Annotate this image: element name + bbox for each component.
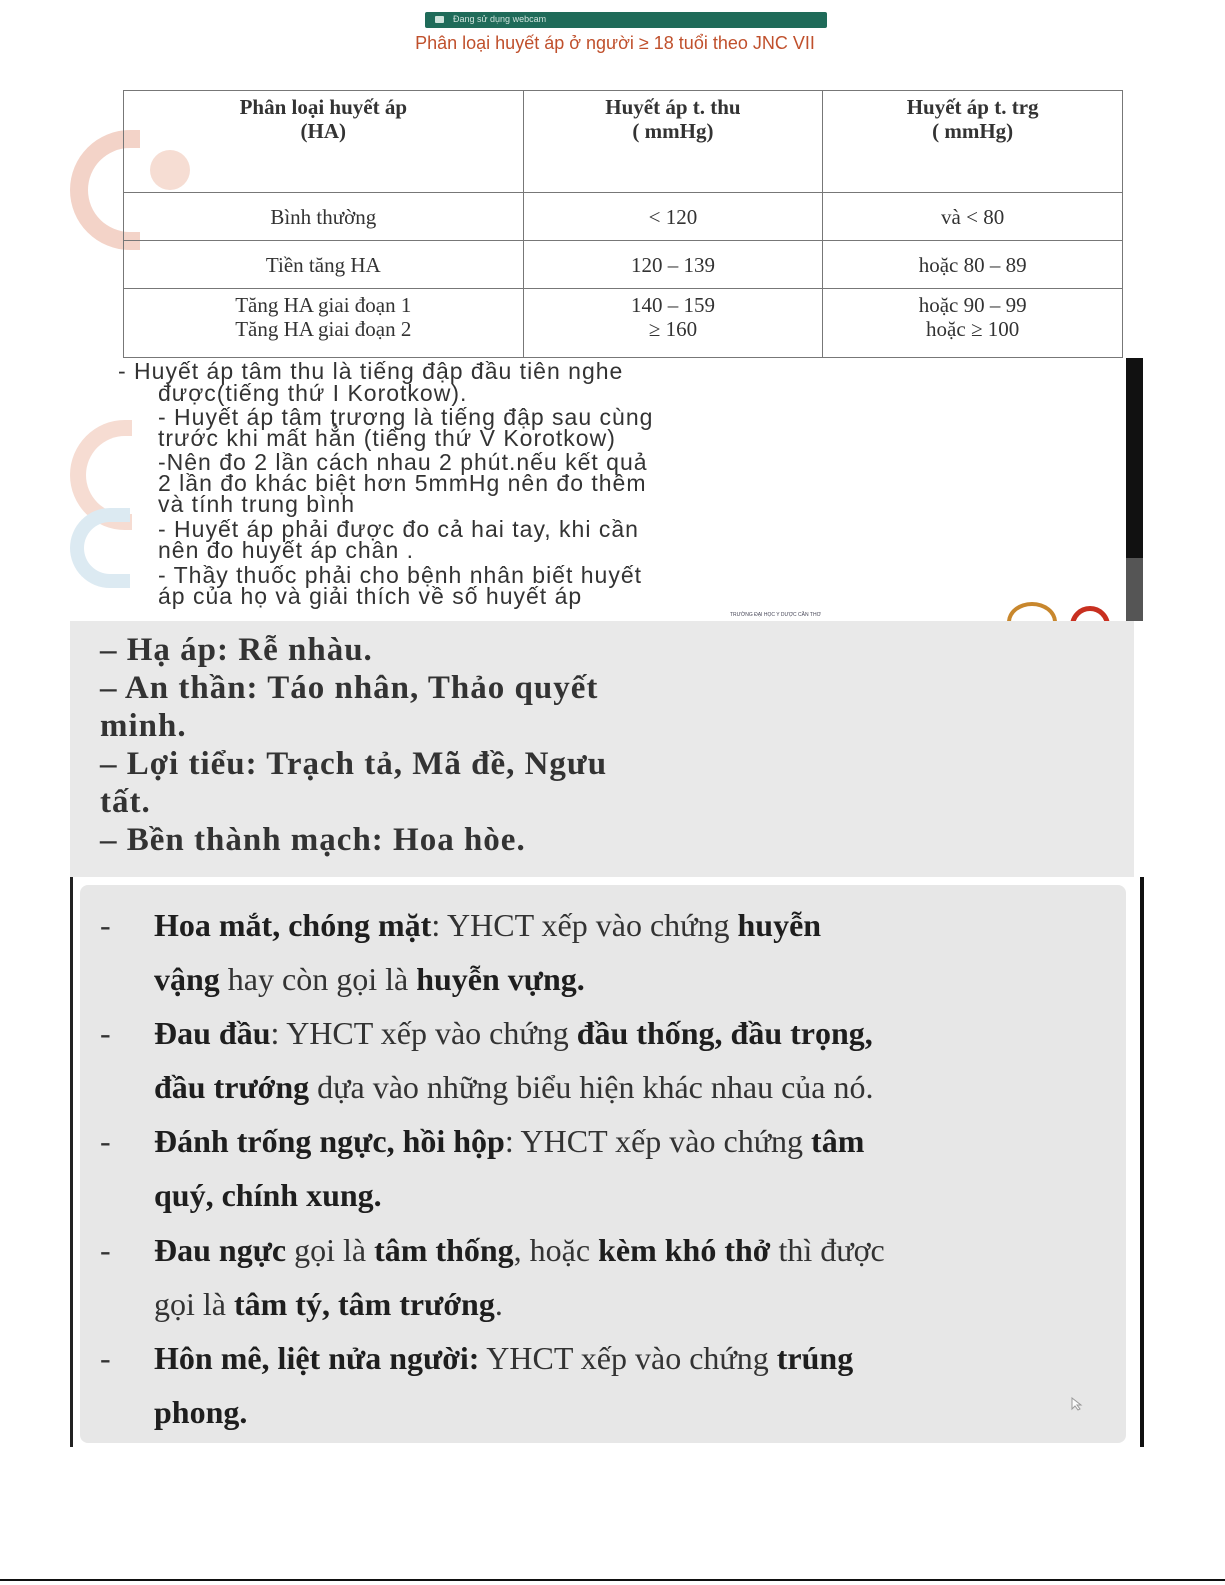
- treatment-line: – Hạ áp: Rễ nhàu.: [100, 632, 373, 668]
- symptom-line: [154, 1286, 503, 1322]
- symptom-line: [154, 961, 585, 997]
- webcam-toolbar: [425, 12, 827, 28]
- table-cell: 120 – 139: [523, 241, 823, 289]
- text-run: dựa vào những biểu hiện khác nhau của nó.: [309, 1069, 874, 1105]
- header-classification: [124, 91, 524, 193]
- symptom-line: [154, 1177, 382, 1213]
- header-line: ( mmHg): [932, 119, 1014, 143]
- text-run: gọi là: [286, 1232, 375, 1268]
- bold-term: tâm thống: [374, 1232, 514, 1268]
- note-line: 2 lần đo khác biệt hơn 5mmHg nên đo thêm: [158, 470, 647, 496]
- header-line: Huyết áp t. trg: [906, 95, 1039, 119]
- note-line: được(tiếng thứ I Korotkow).: [158, 380, 468, 406]
- note-line: - Huyết áp phải được đo cả hai tay, khi cần: [158, 516, 639, 542]
- table-cell: [823, 289, 1123, 358]
- table-cell: [523, 289, 823, 358]
- bp-classification-slide: [70, 0, 1160, 358]
- table-row: [124, 241, 1123, 289]
- bold-term: Hoa mắt, chóng mặt: [154, 907, 432, 943]
- symptom-line: [154, 1340, 853, 1376]
- bold-term: huyễn vựng.: [416, 961, 585, 997]
- table-cell: < 120: [523, 193, 823, 241]
- university-logo: [1007, 602, 1057, 621]
- bold-term: phong.: [154, 1394, 248, 1430]
- cell-line: Tăng HA giai đoạn 1: [235, 293, 412, 317]
- bold-term: kèm khó thở: [598, 1232, 771, 1268]
- table-row: [124, 289, 1123, 358]
- note-line: trước khi mất hẳn (tiếng thứ V Korotkow): [158, 425, 616, 451]
- text-run: hay còn gọi là: [219, 961, 417, 997]
- partner-logo: [1070, 606, 1110, 621]
- symptom-line: [154, 1232, 885, 1268]
- symptom-line: [154, 1069, 873, 1105]
- note-line: và tính trung bình: [158, 491, 356, 517]
- watermark-logo-blue: [70, 508, 130, 588]
- symptom-line: [154, 1394, 247, 1430]
- treatment-line: tất.: [100, 784, 151, 820]
- bold-term: tâm: [811, 1123, 865, 1159]
- bold-term: quý, chính xung.: [154, 1177, 382, 1213]
- bullet-dash: -: [100, 1232, 111, 1268]
- logo-caption: TRƯỜNG ĐẠI HỌC Y DƯỢC CẦN THƠ: [730, 612, 821, 618]
- note-line: - Huyết áp tâm thu là tiếng đập đầu tiên nghe: [118, 358, 624, 384]
- cell-line: hoặc ≥ 100: [926, 317, 1020, 341]
- bold-term: đầu thống, đầu trọng,: [576, 1015, 873, 1051]
- table-cell: Tiền tăng HA: [124, 241, 524, 289]
- text-run: : YHCT xếp vào chứng: [270, 1015, 577, 1051]
- note-line: - Thầy thuốc phải cho bệnh nhân biết huyết: [158, 562, 643, 588]
- cell-line: Tăng HA giai đoạn 2: [235, 317, 412, 341]
- page-bottom-rule: [0, 1579, 1225, 1581]
- bp-classification-table: [123, 90, 1123, 358]
- bp-measurement-notes: [70, 358, 1143, 621]
- cell-line: ≥ 160: [648, 317, 698, 341]
- text-run: YHCT xếp vào chứng: [479, 1340, 777, 1376]
- bold-term: tâm tý, tâm trướng: [233, 1286, 495, 1322]
- symptom-line: [154, 1015, 873, 1051]
- herbal-treatments: [70, 621, 1134, 877]
- table-cell: và < 80: [823, 193, 1123, 241]
- table-row: [124, 193, 1123, 241]
- slide-title: Phân loại huyết áp ở người ≥ 18 tuổi theo JNC VII: [415, 33, 815, 53]
- scrollbar-thumb[interactable]: [1126, 558, 1143, 621]
- bold-term: Đánh trống ngực, hồi hộp: [154, 1123, 505, 1159]
- text-run: .: [494, 1286, 503, 1322]
- header-diastolic: [823, 91, 1123, 193]
- treatment-line: – Lợi tiểu: Trạch tả, Mã đề, Ngưu: [100, 746, 608, 782]
- header-systolic: [523, 91, 823, 193]
- bold-term: vậng: [154, 961, 220, 997]
- header-line: Phân loại huyết áp: [239, 95, 408, 119]
- table-cell: Bình thường: [124, 193, 524, 241]
- symptom-line: [154, 1123, 864, 1159]
- text-run: gọi là: [154, 1286, 234, 1322]
- webcam-icon: [435, 16, 444, 23]
- right-border: [1140, 877, 1144, 1447]
- table-cell: hoặc 80 – 89: [823, 241, 1123, 289]
- text-run: : YHCT xếp vào chứng: [431, 907, 738, 943]
- bold-term: trúng: [776, 1340, 854, 1376]
- symptom-line: [154, 907, 821, 943]
- header-line: Huyết áp t. thu: [605, 95, 741, 119]
- table-header-row: [124, 91, 1123, 193]
- webcam-toolbar-text: Đang sử dụng webcam: [453, 14, 547, 24]
- bold-term: huyễn: [737, 907, 822, 943]
- note-line: áp của họ và giải thích về số huyết áp: [158, 583, 583, 609]
- treatment-line: minh.: [100, 708, 187, 744]
- bullet-dash: -: [100, 907, 111, 943]
- bold-term: Hôn mê, liệt nửa người:: [154, 1340, 480, 1376]
- treatment-line: – Bền thành mạch: Hoa hòe.: [100, 822, 526, 858]
- text-run: thì được: [770, 1232, 885, 1268]
- text-run: , hoặc: [513, 1232, 599, 1268]
- bold-term: Đau ngực: [154, 1232, 287, 1268]
- table-cell: [124, 289, 524, 358]
- left-border: [70, 877, 73, 1447]
- bold-term: đầu trướng: [154, 1069, 310, 1105]
- bullet-dash: -: [100, 1340, 111, 1376]
- bold-term: Đau đầu: [154, 1015, 271, 1051]
- yhct-symptoms: [70, 877, 1144, 1447]
- treatment-line: – An thần: Táo nhân, Thảo quyết: [100, 670, 599, 706]
- mouse-cursor-icon: [1071, 1397, 1083, 1411]
- bullet-dash: -: [100, 1015, 111, 1051]
- text-run: : YHCT xếp vào chứng: [504, 1123, 812, 1159]
- note-line: nên đo huyết áp chân .: [158, 537, 415, 563]
- cell-line: hoặc 90 – 99: [918, 293, 1027, 317]
- note-line: -Nên đo 2 lần cách nhau 2 phút.nếu kết quả: [158, 449, 648, 475]
- bullet-dash: -: [100, 1123, 111, 1159]
- note-line: - Huyết áp tâm trương là tiếng đập sau cùng: [158, 404, 654, 430]
- header-line: ( mmHg): [632, 119, 714, 143]
- header-line: (HA): [300, 119, 347, 143]
- cell-line: 140 – 159: [630, 293, 715, 317]
